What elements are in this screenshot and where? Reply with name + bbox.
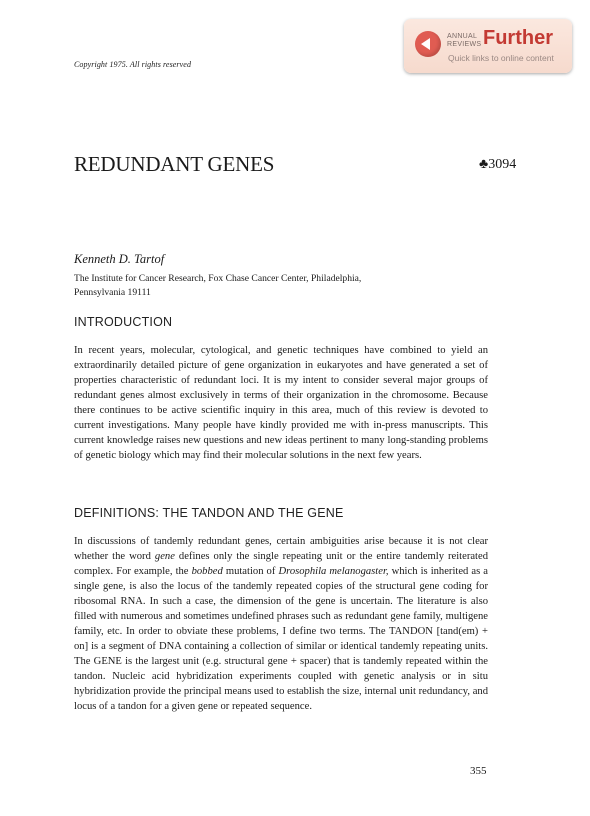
italic-species-name: Drosophila melanogaster, [278,566,389,577]
affiliation-line-2: Pennsylvania 19111 [74,287,151,298]
author-name: Kenneth D. Tartof [74,252,165,266]
author-affiliation [74,272,434,300]
further-word: Further [483,27,553,49]
article-title: REDUNDANT GENES [74,152,275,176]
definitions-paragraph [74,534,488,714]
text-run: In discussions of tandemly redundant genes, certain ambiguities arise because it is not clear whether the word [74,536,488,562]
further-subtitle: Quick links to online content [448,53,554,63]
text-run: defines only the single repeating unit or the entire tandemly reiterated complex. For example, the [74,551,488,577]
section-heading-definitions: DEFINITIONS: THE TANDON AND THE GENE [74,506,344,520]
text-run: which is inherited as a single gene, is also the locus of the tandemly repeated copies of the structural gene coding for ribosomal RNA. In such a case, the dimension of the gene is uncertain. The literature is also filled with numerous and sometimes undefined phrases such as redundant gene family, multigene family, etc. In order to obviate these problems, I define two terms. The TANDON [tand(em) + on] is a segment of DNA containing a collection of similar or identical tandemly repeating units. The GENE is the largest unit (e.g. structural gene + spacer) that is tandemly repeated within the tandon. Nucleic acid hybridization experiments coupled with genetic analysis or in situ hybridization provide the principal means used to establish the size, internal unit redundancy, and locus of a tandon for a given gene or repeated sequence. [74,566,488,712]
affiliation-line-1: The Institute for Cancer Research, Fox Chase Cancer Center, Philadelphia, [74,273,362,284]
back-arrow-icon [415,31,441,57]
text-run: mutation of [222,566,279,577]
page-number: 355 [470,765,487,777]
reviews-label: REVIEWS [447,41,482,48]
annual-label: ANNUAL [447,33,478,40]
annual-reviews-label [447,33,481,49]
copyright-notice: Copyright 1975. All rights reserved [74,60,192,69]
introduction-paragraph: In recent years, molecular, cytological, and genetic techniques have combined to yield an extraordinarily detailed picture of gene organization in eukaryotes and have generated a set of properties characteristic of redundant loci. It is my intent to consider several major groups of redundant genes almost exclusively in terms of their organization in the chromosome. Because there continues to be active scientific inquiry in this area, much of this review is devoted to current investigations. Many people have kindly provided me with in-press manuscripts. This current knowledge raises new questions and new ideas pertinent to many long-standing problems of genetic biology which may find their molecular solutions in the next few years. [74,345,488,461]
italic-term-gene: gene [154,551,175,562]
article-code: ♣3094 [479,157,517,172]
italic-term-bobbed: bobbed [191,566,223,577]
section-heading-introduction: INTRODUCTION [74,315,173,329]
annual-reviews-further-badge[interactable] [404,19,572,73]
